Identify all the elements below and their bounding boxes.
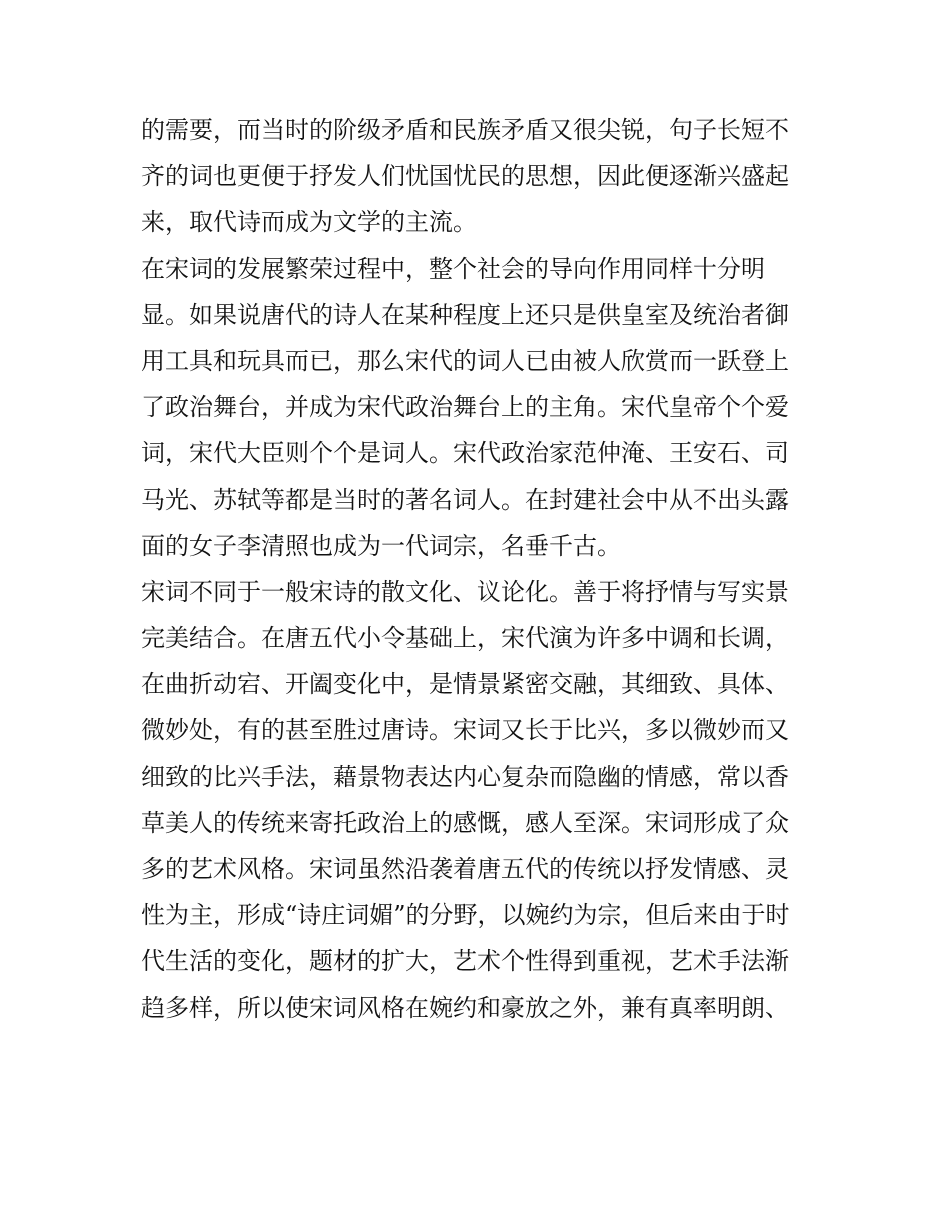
text-line: 显。如果说唐代的诗人在某种程度上还只是供皇室及统治者御 (141, 300, 789, 329)
text-line: 草美人的传统来寄托政治上的感慨，感人至深。宋词形成了众 (141, 808, 789, 837)
text-line: 多的艺术风格。宋词虽然沿袭着唐五代的传统以抒发情感、灵 (141, 855, 789, 883)
text-line: 微妙处，有的甚至胜过唐诗。宋词又长于比兴，多以微妙而又 (141, 716, 789, 745)
text-line: 的需要，而当时的阶级矛盾和民族矛盾又很尖锐，句子长短不 (141, 116, 789, 144)
body-text (141, 107, 813, 1031)
text-line: 性为主，形成“诗庄词媚”的分野，以婉约为宗，但后来由于时 (141, 901, 790, 930)
text-line: 词，宋代大臣则个个是词人。宋代政治家范仲淹、王安石、司 (141, 439, 789, 468)
text-line: 趋多样，所以使宋词风格在婉约和豪放之外，兼有真率明朗、 (141, 993, 789, 1022)
text-line: 了政治舞台，并成为宋代政治舞台上的主角。宋代皇帝个个爱 (141, 393, 789, 422)
text-line: 宋词不同于一般宋诗的散文化、议论化。善于将抒情与写实景 (141, 577, 789, 606)
text-line: 齐的词也更便于抒发人们忧国忧民的思想，因此便逐渐兴盛起 (141, 162, 789, 191)
text-line: 用工具和玩具而已，那么宋代的词人已由被人欣赏而一跃登上 (141, 346, 789, 375)
text-line: 在曲折动宕、开阖变化中，是情景紧密交融，其细致、具体、 (141, 670, 789, 699)
text-line: 马光、苏轼等都是当时的著名词人。在封建社会中从不出头露 (141, 485, 789, 514)
text-line: 细致的比兴手法，藉景物表达内心复杂而隐幽的情感，常以香 (141, 762, 789, 791)
text-line: 代生活的变化，题材的扩大，艺术个性得到重视，艺术手法渐 (141, 947, 789, 976)
text-line: 面的女子李清照也成为一代词宗，名垂千古。 (141, 531, 621, 560)
text-line: 在宋词的发展繁荣过程中，整个社会的导向作用同样十分明 (141, 254, 765, 283)
text-line: 来，取代诗而成为文学的主流。 (141, 208, 477, 237)
text-line: 完美结合。在唐五代小令基础上，宋代演为许多中调和长调， (141, 624, 789, 653)
